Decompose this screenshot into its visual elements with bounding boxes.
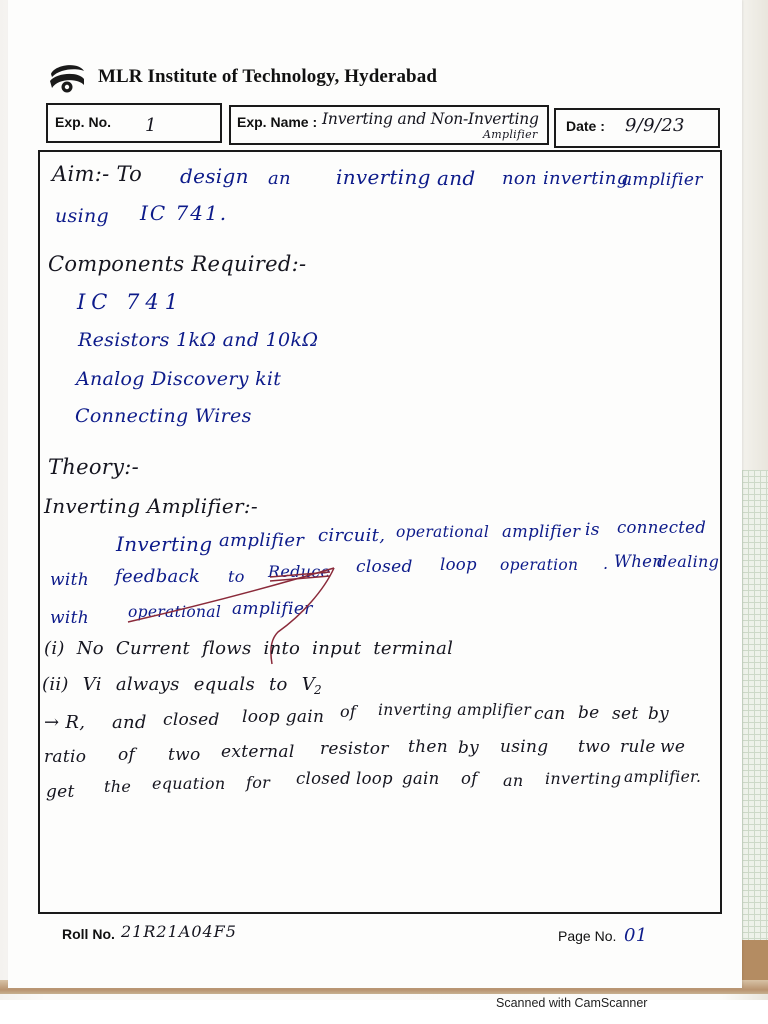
component-item: Connecting Wires: [75, 405, 252, 427]
graph-paper-edge: [742, 470, 768, 990]
exp-name-label: Exp. Name :: [237, 114, 318, 130]
roll-no-label: Roll No.: [62, 926, 115, 942]
institute-logo-icon: [48, 60, 86, 94]
date-label: Date :: [566, 118, 605, 134]
exp-name-value: Inverting and Non-Inverting: [322, 110, 539, 128]
exp-name-value-cont: Amplifier: [483, 128, 538, 141]
component-item: Resistors 1kΩ and 10kΩ: [78, 329, 319, 351]
exp-no-label: Exp. No.: [55, 114, 112, 130]
theory-heading: Theory:-: [48, 455, 140, 479]
page-no-label: Page No.: [558, 928, 617, 944]
roll-no-value: 21R21A04F5: [121, 922, 237, 941]
components-heading: Components Required:-: [48, 252, 307, 276]
page-no-value: 01: [624, 925, 648, 946]
rule-1: (i) No Current flows into input terminal: [44, 638, 454, 659]
scanner-watermark: Scanned with CamScanner: [496, 996, 648, 1010]
inverting-heading: Inverting Amplifier:-: [44, 494, 258, 518]
component-item: Analog Discovery kit: [76, 368, 282, 390]
institute-name: MLR Institute of Technology, Hyderabad: [98, 66, 437, 87]
date-value: 9/9/23: [625, 115, 685, 136]
exp-no-value: 1: [145, 115, 157, 136]
component-item: IC 741: [77, 290, 185, 314]
